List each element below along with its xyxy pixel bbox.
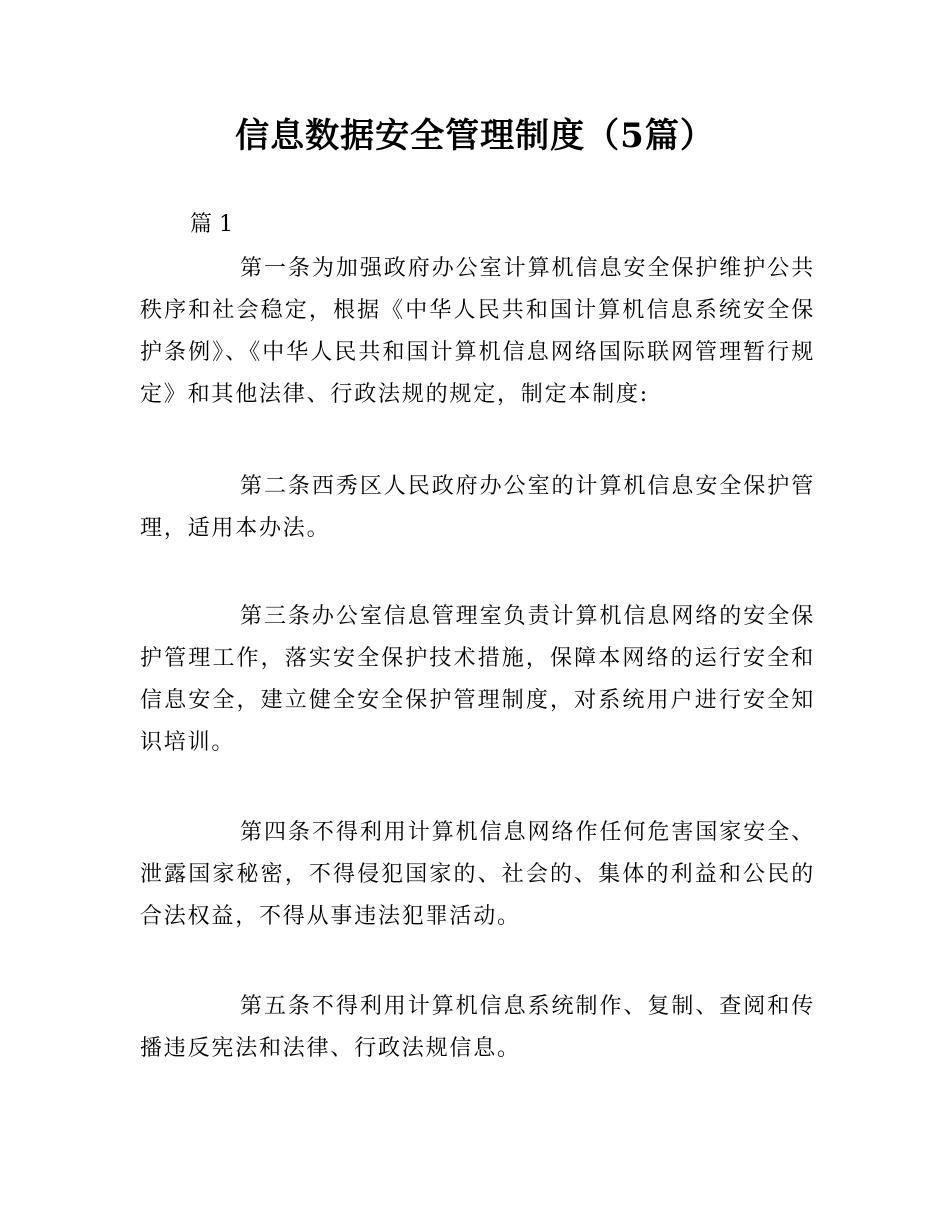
article-5: 第五条不得利用计算机信息系统制作、复制、查阅和传播违反宪法和法律、行政法规信息。 — [140, 994, 815, 1061]
article-1: 第一条为加强政府办公室计算机信息安全保护维护公共秩序和社会稳定，根据《中华人民共和国计算机信息系统安全保护条例》、《中华人民共和国计算机信息网络国际联网管理暂行规定》和其他法律、行政法规的规定，制定本制度: — [140, 256, 815, 407]
document-title: 信息数据安全管理制度（5篇） — [235, 116, 715, 156]
article-4: 第四条不得利用计算机信息网络作任何危害国家安全、泄露国家秘密，不得侵犯国家的、社会的、集体的利益和公民的合法权益，不得从事违法犯罪活动。 — [140, 820, 815, 929]
section-label: 篇 1 — [190, 212, 233, 237]
article-3: 第三条办公室信息管理室负责计算机信息网络的安全保护管理工作，落实安全保护技术措施，保障本网络的运行安全和信息安全，建立健全安全保护管理制度，对系统用户进行安全知识培训。 — [140, 604, 815, 755]
article-2: 第二条西秀区人民政府办公室的计算机信息安全保护管理，适用本办法。 — [140, 474, 815, 541]
